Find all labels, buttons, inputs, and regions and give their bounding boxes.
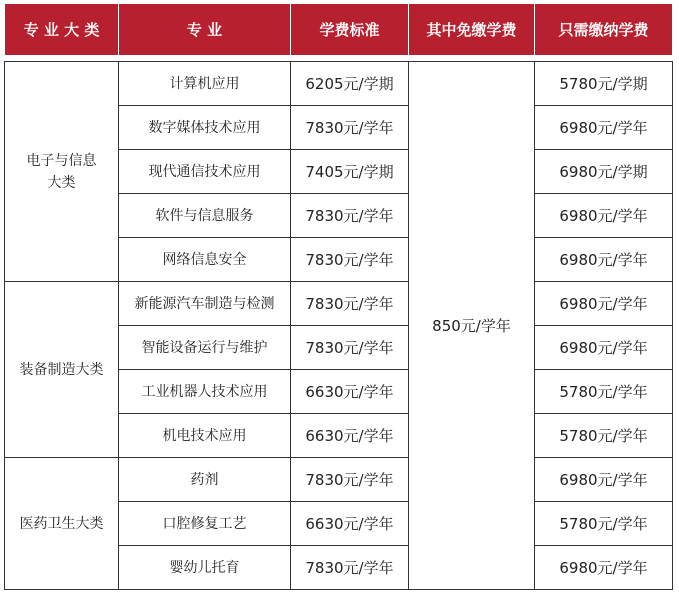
category-cell [5, 282, 119, 458]
fee-cell: 7830元/学年 [291, 238, 409, 282]
payable-cell: 6980元/学期 [535, 150, 673, 194]
fee-cell: 7830元/学年 [291, 326, 409, 370]
header-payable: 只需缴纳学费 [535, 4, 673, 55]
header-exemption: 其中免缴学费 [409, 4, 535, 55]
fee-cell: 7830元/学年 [291, 282, 409, 326]
fee-cell: 7830元/学年 [291, 106, 409, 150]
fee-cell: 6205元/学期 [291, 62, 409, 106]
major-cell: 机电技术应用 [119, 414, 291, 458]
fee-cell: 7830元/学年 [291, 546, 409, 590]
payable-cell: 6980元/学年 [535, 194, 673, 238]
table-row [5, 62, 673, 106]
header-category: 专 业 大 类 [5, 4, 119, 55]
payable-cell: 6980元/学年 [535, 282, 673, 326]
tuition-table [4, 4, 673, 590]
payable-cell: 6980元/学年 [535, 326, 673, 370]
payable-cell: 5780元/学期 [535, 62, 673, 106]
major-cell: 口腔修复工艺 [119, 502, 291, 546]
payable-cell: 6980元/学年 [535, 458, 673, 502]
payable-cell: 6980元/学年 [535, 238, 673, 282]
major-cell: 软件与信息服务 [119, 194, 291, 238]
payable-cell: 6980元/学年 [535, 106, 673, 150]
fee-cell: 6630元/学年 [291, 414, 409, 458]
fee-cell: 6630元/学年 [291, 370, 409, 414]
major-cell: 网络信息安全 [119, 238, 291, 282]
major-cell: 现代通信技术应用 [119, 150, 291, 194]
category-label-line2: 大类 [47, 174, 76, 191]
major-cell: 工业机器人技术应用 [119, 370, 291, 414]
fee-cell: 6630元/学年 [291, 502, 409, 546]
major-cell: 计算机应用 [119, 62, 291, 106]
major-cell: 婴幼儿托育 [119, 546, 291, 590]
major-cell: 智能设备运行与维护 [119, 326, 291, 370]
table-row [5, 282, 673, 326]
category-label: 医药卫生大类 [19, 515, 104, 532]
payable-cell: 5780元/学年 [535, 370, 673, 414]
category-cell [5, 458, 119, 590]
fee-cell: 7405元/学期 [291, 150, 409, 194]
table-row [5, 458, 673, 502]
category-label: 电子与信息 [26, 152, 97, 169]
category-cell [5, 62, 119, 282]
payable-cell: 6980元/学年 [535, 546, 673, 590]
major-cell: 新能源汽车制造与检测 [119, 282, 291, 326]
major-cell: 数字媒体技术应用 [119, 106, 291, 150]
payable-cell: 5780元/学年 [535, 502, 673, 546]
category-label: 装备制造大类 [19, 361, 104, 378]
header-row [5, 4, 673, 55]
fee-cell: 7830元/学年 [291, 458, 409, 502]
payable-cell: 5780元/学年 [535, 414, 673, 458]
major-cell: 药剂 [119, 458, 291, 502]
header-major: 专 业 [119, 4, 291, 55]
fee-cell: 7830元/学年 [291, 194, 409, 238]
exemption-cell: 850元/学年 [409, 62, 535, 590]
header-fee-standard: 学费标准 [291, 4, 409, 55]
